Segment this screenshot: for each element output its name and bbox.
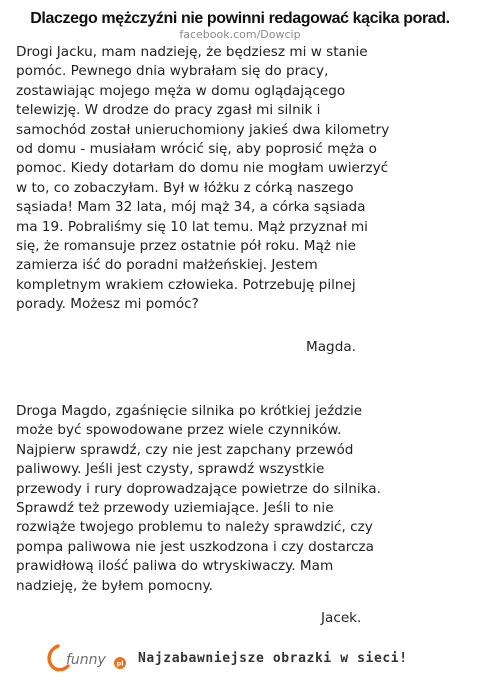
signature-jacek: Jacek. xyxy=(321,610,362,626)
logo-wordmark: funny xyxy=(66,652,106,668)
letter-from-magda: Drogi Jacku, mam nadzieję, że będziesz mi w stanie pomóc. Pewnego dnia wybrałam się do pracy, zostawiając mojego męża w domu oglądającego telewizję. W drodze do pracy zgasł mi silnik i samochód został unieruchomiony jakieś dwa kilometry od domu - musiałam wrócić się, aby poprosić męża o pomoc. Kiedy dotarłam do domu nie mogłam uwierzyć w to, co zobaczyłam. Był w łóżku z córką naszego sąsiada! Mam 32 lata, mój mąż 34, a córka sąsiada ma 19. Pobraliśmy się 10 lat temu. Mąż przyznał mi się, że romansuje przez ostatnie pół roku. Mąż nie zamierza iść do poradni małżeńskiej. Jestem kompletnym wrakiem człowieka. Potrzebuję pilnej porady. Możesz mi pomóc? xyxy=(16,44,390,313)
page-title: Dlaczego mężczyźni nie powinni redagować kącika porad. xyxy=(30,10,450,27)
footer-tagline: Najzabawniejsze obrazki w sieci! xyxy=(138,651,408,666)
logo-badge-text: pl xyxy=(116,659,124,668)
signature-magda: Magda. xyxy=(306,339,356,355)
watermark: facebook.com/Dowcip xyxy=(179,28,301,41)
letter-from-jacek: Droga Magdo, zgaśnięcie silnika po krótkiej jeździe może być spowodowane przez wiele czynników. Najpierw sprawdź, czy nie jest zapchany przewód paliwowy. Jeśli jest czysty, sprawdź wszystkie przewody i rury doprowadzające powietrze do silnika. Sprawdź też przewody uziemiające. Jeśli to nie rozwiąże twojego problemu to należy sprawdzić, czy pompa paliwowa nie jest uszkodzona i czy dostarcza prawidłową ilość paliwa do wtryskiwaczy. Mam nadzieję, że byłem pomocny. xyxy=(16,403,381,594)
